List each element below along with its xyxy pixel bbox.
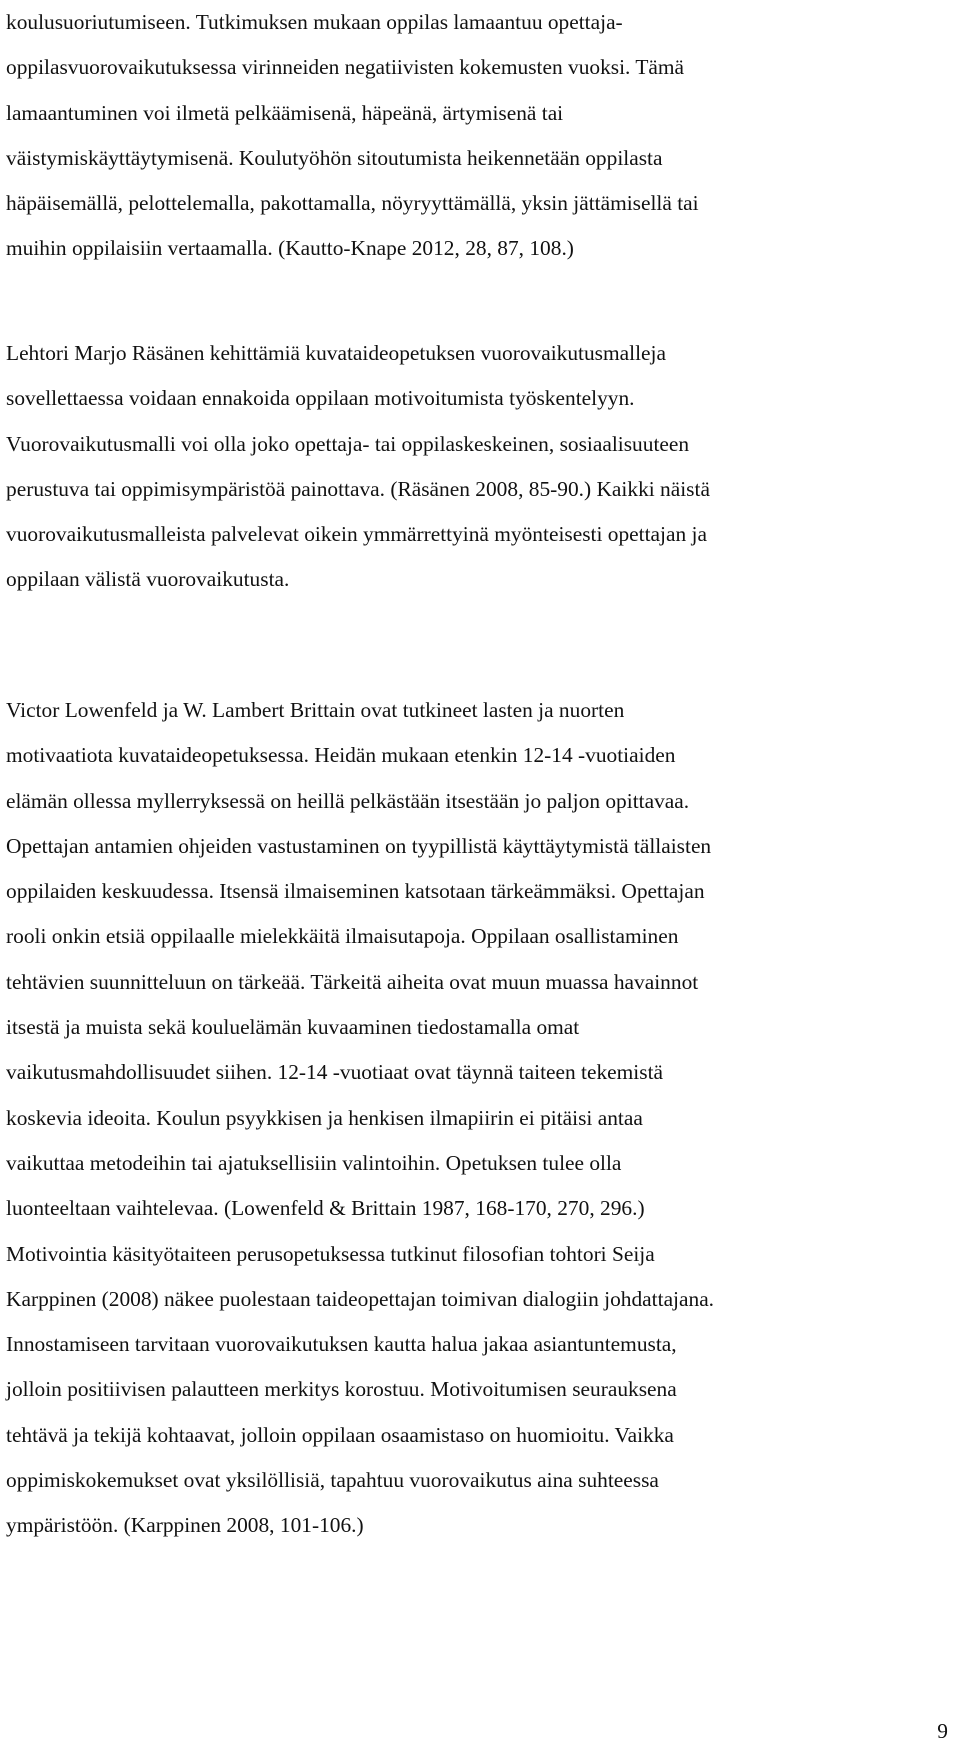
text-line: oppimiskokemukset ovat yksilöllisiä, tapahtuu vuorovaikutus aina suhteessa xyxy=(6,1468,659,1493)
text-line: sovellettaessa voidaan ennakoida oppilaan motivoitumista työskentelyyn. xyxy=(6,386,635,411)
page-number: 9 xyxy=(937,1719,948,1743)
text-line: ympäristöön. (Karppinen 2008, 101-106.) xyxy=(6,1513,364,1538)
text-line: Karppinen (2008) näkee puolestaan taideopettajan toimivan dialogiin johdattajana. xyxy=(6,1286,715,1311)
text-line: oppilasvuorovaikutuksessa virinneiden negatiivisten kokemusten vuoksi. Tämä xyxy=(6,55,685,80)
text-line: oppilaiden keskuudessa. Itsensä ilmaiseminen katsotaan tärkeämmäksi. Opettajan xyxy=(6,879,705,904)
text-line: Lehtori Marjo Räsänen kehittämiä kuvataideopetuksen vuorovaikutusmalleja xyxy=(6,341,666,365)
text-line: Victor Lowenfeld ja W. Lambert Brittain ovat tutkineet lasten ja nuorten xyxy=(6,698,625,722)
text-line: tehtävä ja tekijä kohtaavat, jolloin oppilaan osaamistaso on huomioitu. Vaikka xyxy=(6,1422,674,1447)
text-line: motivaatiota kuvataideopetuksessa. Heidän mukaan etenkin 12-14 -vuotiaiden xyxy=(6,743,676,768)
text-line: koskevia ideoita. Koulun psyykkisen ja henkisen ilmapiirin ei pitäisi antaa xyxy=(6,1105,643,1130)
text-line: muihin oppilaisiin vertaamalla. (Kautto-Knape 2012, 28, 87, 108.) xyxy=(6,236,574,261)
text-line: väistymiskäyttäytymisenä. Koulutyöhön sitoutumista heikennetään oppilasta xyxy=(6,145,663,170)
text-line: itsestä ja muista sekä kouluelämän kuvaaminen tiedostamalla omat xyxy=(6,1015,580,1040)
text-line: perustuva tai oppimisympäristöä painottava. (Räsänen 2008, 85-90.) Kaikki näistä xyxy=(6,476,710,501)
text-line: Vuorovaikutusmalli voi olla joko opettaja- tai oppilaskeskeinen, sosiaalisuuteen xyxy=(6,431,690,456)
text-line: oppilaan välistä vuorovaikutusta. xyxy=(6,567,290,592)
text-line: häpäisemällä, pelottelemalla, pakottamalla, nöyryyttämällä, yksin jättämisellä tai xyxy=(6,191,699,216)
text-line: tehtävien suunnitteluun on tärkeää. Tärkeitä aiheita ovat muun muassa havainnot xyxy=(6,969,699,994)
text-line: luonteeltaan vaihtelevaa. (Lowenfeld & Brittain 1987, 168-170, 270, 296.) xyxy=(6,1196,645,1221)
text-line: Motivointia käsityötaiteen perusopetuksessa tutkinut filosofian tohtori Seija xyxy=(6,1241,655,1266)
paragraph-2 xyxy=(6,331,710,603)
text-line: Innostamiseen tarvitaan vuorovaikutuksen kautta halua jakaa asiantuntemusta, xyxy=(6,1332,677,1357)
text-line: lamaantuminen voi ilmetä pelkäämisenä, häpeänä, ärtymisenä tai xyxy=(6,100,564,125)
text-line: koulusuoriutumiseen. Tutkimuksen mukaan oppilas lamaantuu opettaja- xyxy=(6,10,623,34)
text-line: Opettajan antamien ohjeiden vastustaminen on tyypillistä käyttäytymistä tällaisten xyxy=(6,833,712,858)
paragraph-3 xyxy=(6,688,714,1549)
text-line: rooli onkin etsiä oppilaalle mielekkäitä ilmaisutapoja. Oppilaan osallistaminen xyxy=(6,924,679,949)
text-line: vaikutusmahdollisuudet siihen. 12-14 -vuotiaat ovat täynnä taiteen tekemistä xyxy=(6,1060,664,1085)
text-line: elämän ollessa myllerryksessä on heillä pelkästään itsestään jo paljon opittavaa. xyxy=(6,788,690,813)
text-line: vuorovaikutusmalleista palvelevat oikein ymmärrettyinä myönteisesti opettajan ja xyxy=(6,522,707,547)
text-line: vaikuttaa metodeihin tai ajatuksellisiin valintoihin. Opetuksen tulee olla xyxy=(6,1150,622,1175)
paragraph-1 xyxy=(6,0,699,272)
text-line: jolloin positiivisen palautteen merkitys korostuu. Motivoitumisen seurauksena xyxy=(6,1377,677,1402)
